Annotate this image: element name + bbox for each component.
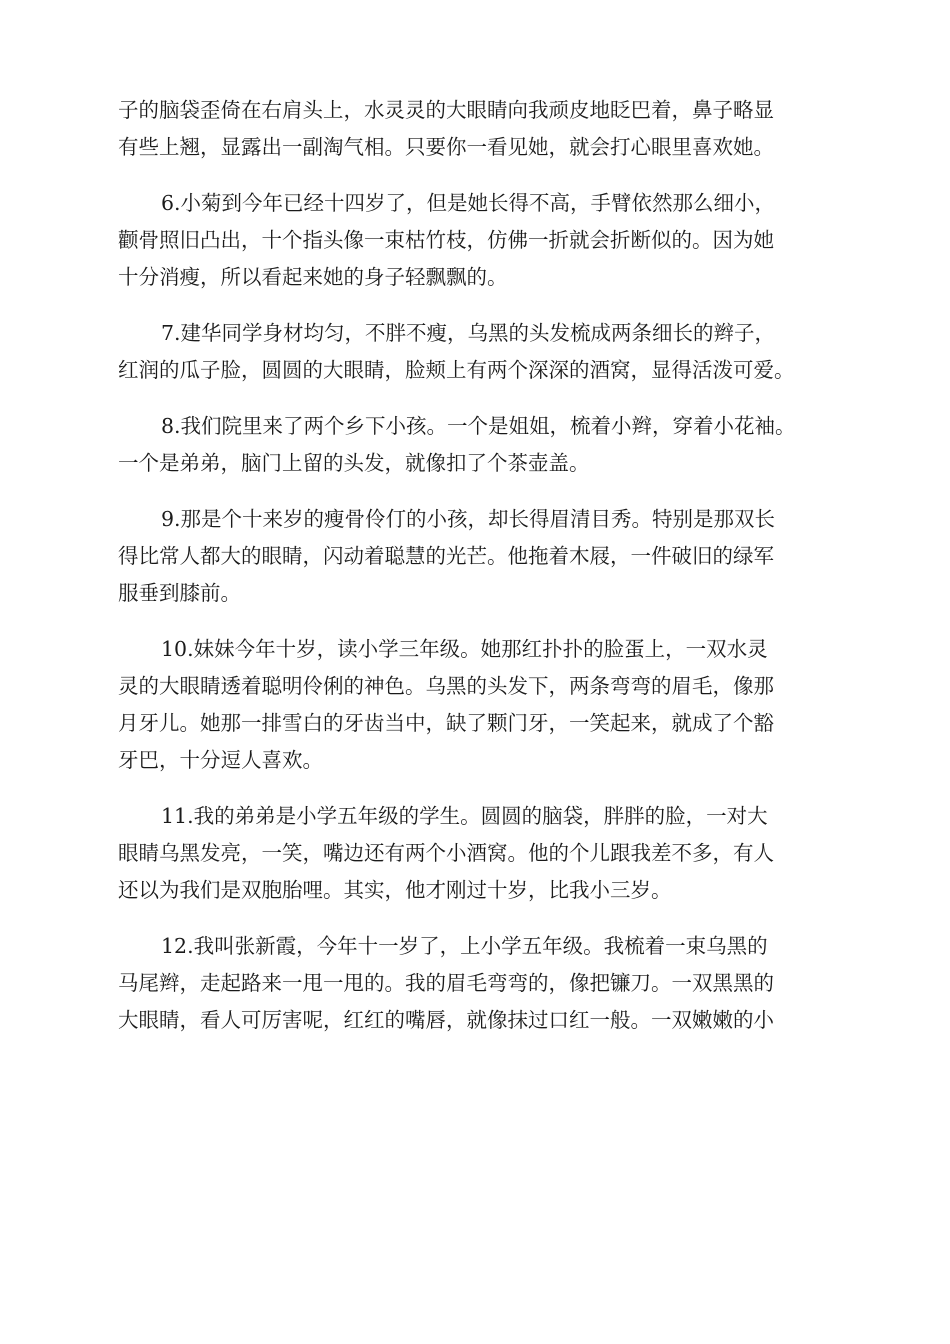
- text-line: 灵的大眼睛透着聪明伶俐的神色。乌黑的头发下，两条弯弯的眉毛，像那: [118, 674, 774, 698]
- text-line: 眼睛乌黑发亮，一笑，嘴边还有两个小酒窝。他的个儿跟我差不多，有人: [118, 841, 774, 865]
- paragraph-item-10: [118, 631, 836, 779]
- text-line: 有些上翘，显露出一副淘气相。只要你一看见她，就会打心眼里喜欢她。: [118, 135, 774, 159]
- text-line: 10.妹妹今年十岁，读小学三年级。她那红扑扑的脸蛋上，一双水灵: [161, 637, 768, 661]
- text-line: 子的脑袋歪倚在右肩头上，水灵灵的大眼睛向我顽皮地眨巴着，鼻子略显: [118, 98, 774, 122]
- paragraph-item-7: [118, 315, 836, 389]
- paragraph-continuation: [118, 92, 836, 166]
- text-line: 8.我们院里来了两个乡下小孩。一个是姐姐，梳着小辫，穿着小花袖。: [161, 414, 796, 438]
- text-line: 9.那是个十来岁的瘦骨伶仃的小孩，却长得眉清目秀。特别是那双长: [161, 507, 776, 531]
- paragraph-item-9: [118, 501, 836, 612]
- text-line: 颧骨照旧凸出，十个指头像一束枯竹枝，仿佛一折就会折断似的。因为她: [118, 228, 774, 252]
- paragraph-item-11: [118, 798, 836, 909]
- text-line: 月牙儿。她那一排雪白的牙齿当中，缺了颗门牙，一笑起来，就成了个豁: [118, 711, 774, 735]
- paragraph-item-12: [118, 928, 836, 1039]
- text-line: 还以为我们是双胞胎哩。其实，他才刚过十岁，比我小三岁。: [118, 878, 672, 902]
- text-line: 7.建华同学身材均匀，不胖不瘦，乌黑的头发梳成两条细长的辫子，: [161, 321, 776, 345]
- document-body: [118, 92, 836, 1058]
- paragraph-item-6: [118, 185, 836, 296]
- text-line: 十分消瘦，所以看起来她的身子轻飘飘的。: [118, 265, 508, 289]
- text-line: 12.我叫张新霞，今年十一岁了，上小学五年级。我梳着一束乌黑的: [161, 934, 768, 958]
- text-line: 一个是弟弟，脑门上留的头发，就像扣了个茶壶盖。: [118, 451, 590, 475]
- text-line: 得比常人都大的眼睛，闪动着聪慧的光芒。他拖着木屐，一件破旧的绿军: [118, 544, 774, 568]
- text-line: 大眼睛，看人可厉害呢，红红的嘴唇，就像抹过口红一般。一双嫩嫩的小: [118, 1008, 774, 1032]
- text-line: 11.我的弟弟是小学五年级的学生。圆圆的脑袋，胖胖的脸，一对大: [161, 804, 768, 828]
- text-line: 马尾辫，走起路来一甩一甩的。我的眉毛弯弯的，像把镰刀。一双黑黑的: [118, 971, 774, 995]
- text-line: 服垂到膝前。: [118, 581, 241, 605]
- text-line: 牙巴，十分逗人喜欢。: [118, 748, 323, 772]
- text-line: 红润的瓜子脸，圆圆的大眼睛，脸颊上有两个深深的酒窝，显得活泼可爱。: [118, 358, 795, 382]
- text-line: 6.小菊到今年已经十四岁了，但是她长得不高，手臂依然那么细小，: [161, 191, 776, 215]
- paragraph-item-8: [118, 408, 836, 482]
